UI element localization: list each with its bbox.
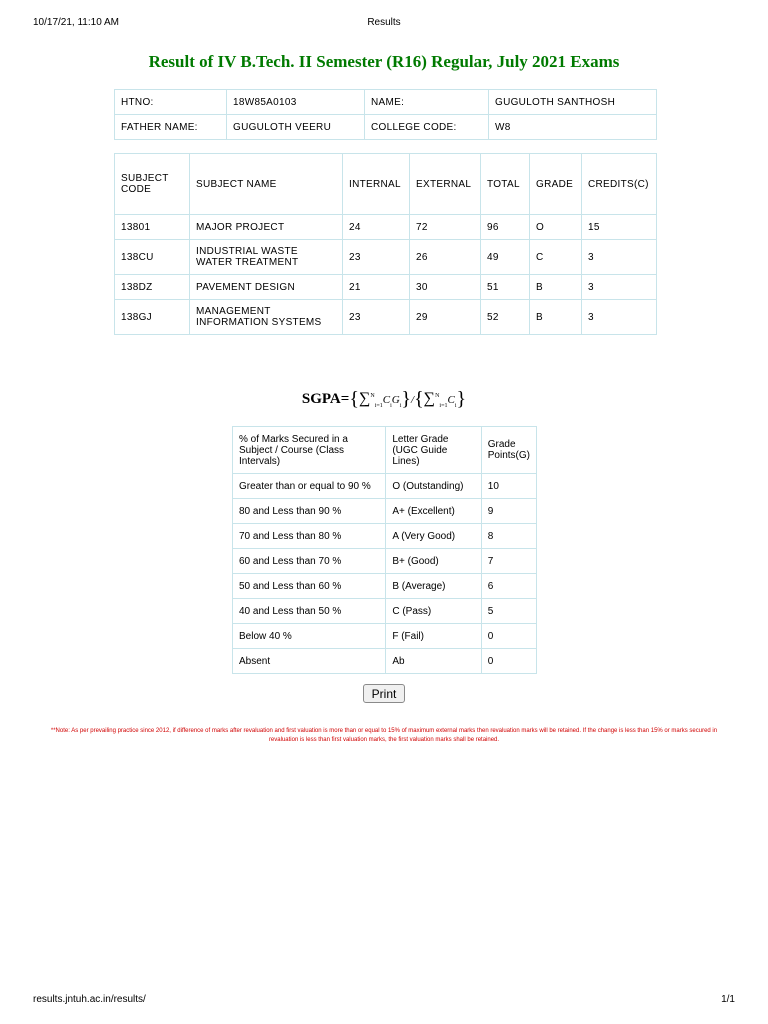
subject-code: 138CU (115, 240, 190, 275)
formula-sub: i=1 (374, 403, 383, 409)
total-marks: 96 (481, 215, 530, 240)
subject-row (115, 300, 657, 335)
total-marks: 51 (481, 275, 530, 300)
credits: 3 (582, 275, 657, 300)
subject-name: INDUSTRIAL WASTE WATER TREATMENT (190, 240, 343, 275)
subject-row (115, 215, 657, 240)
internal-marks: 21 (343, 275, 410, 300)
marks-range: Below 40 % (233, 624, 386, 649)
grade-points: 0 (481, 649, 536, 674)
subject-name: MANAGEMENT INFORMATION SYSTEMS (190, 300, 343, 335)
college-code-label: COLLEGE CODE: (365, 115, 489, 140)
marks-range: 60 and Less than 70 % (233, 549, 386, 574)
formula-sup: N (435, 393, 440, 399)
internal-marks: 24 (343, 215, 410, 240)
grade-row (233, 524, 537, 549)
formula-sub: i (399, 403, 402, 409)
print-header (33, 17, 735, 31)
col-grade: GRADE (530, 154, 582, 215)
external-marks: 29 (410, 300, 481, 335)
grade: C (530, 240, 582, 275)
subject-row (115, 275, 657, 300)
grade-points: 0 (481, 624, 536, 649)
col-letter-grade: Letter Grade (UGC Guide Lines) (386, 427, 481, 474)
father-name-value: GUGULOTH VEERU (227, 115, 365, 140)
internal-marks: 23 (343, 240, 410, 275)
col-internal: INTERNAL (343, 154, 410, 215)
total-marks: 49 (481, 240, 530, 275)
grade-row (233, 474, 537, 499)
marks-range: Absent (233, 649, 386, 674)
formula-sub: i (390, 403, 392, 409)
col-grade-points: Grade Points(G) (481, 427, 536, 474)
grade-row (233, 549, 537, 574)
col-external: EXTERNAL (410, 154, 481, 215)
grade-row (233, 499, 537, 524)
print-footer (33, 994, 735, 1008)
sigma-icon: ∑ (358, 390, 371, 407)
subjects-table (114, 153, 657, 335)
letter-grade: A+ (Excellent) (386, 499, 481, 524)
formula-lhs: SGPA= (301, 391, 350, 407)
letter-grade: C (Pass) (386, 599, 481, 624)
internal-marks: 23 (343, 300, 410, 335)
external-marks: 26 (410, 240, 481, 275)
grade-row (233, 599, 537, 624)
marks-range: 70 and Less than 80 % (233, 524, 386, 549)
letter-grade: Ab (386, 649, 481, 674)
print-datetime: 10/17/21, 11:10 AM (33, 17, 119, 28)
grade-header-row (233, 427, 537, 474)
subject-name: MAJOR PROJECT (190, 215, 343, 240)
external-marks: 30 (410, 275, 481, 300)
grade-points: 6 (481, 574, 536, 599)
grade-points: 10 (481, 474, 536, 499)
marks-range: Greater than or equal to 90 % (233, 474, 386, 499)
col-marks-range: % of Marks Secured in a Subject / Course (Class Intervals) (233, 427, 386, 474)
grade-row (233, 624, 537, 649)
formula-divide: / (411, 394, 415, 406)
subject-code: 138DZ (115, 275, 190, 300)
result-title: Result of IV B.Tech. II Semester (R16) Regular, July 2021 Exams (148, 52, 620, 71)
subject-name: PAVEMENT DESIGN (190, 275, 343, 300)
formula-term: C (447, 394, 455, 406)
subject-row (115, 240, 657, 275)
sigma-icon: ∑ (423, 390, 436, 407)
htno-value: 18W85A0103 (227, 90, 365, 115)
print-page-title: Results (367, 17, 401, 28)
col-total: TOTAL (481, 154, 530, 215)
grade: O (530, 215, 582, 240)
student-info-table (114, 89, 657, 140)
col-credits: CREDITS(C) (582, 154, 657, 215)
revaluation-note: **Note: As per prevailing practice since 2012, if difference of marks after revaluation and first valuation is more than or equal to 15% of maximum external marks then revaluation marks will be retained. If the change is less than 15% or marks secured in revaluation is less than first valuation marks, the first valuation marks shall be retained. (50, 728, 718, 743)
student-info-row (115, 115, 657, 140)
grade-row (233, 649, 537, 674)
print-button[interactable]: Print (363, 684, 405, 703)
student-info-row (115, 90, 657, 115)
col-subject-name: SUBJECT NAME (190, 154, 343, 215)
credits: 3 (582, 240, 657, 275)
formula-term: G (391, 394, 400, 406)
college-code-value: W8 (489, 115, 657, 140)
formula-sub: i=1 (439, 403, 448, 409)
htno-label: HTNO: (115, 90, 227, 115)
formula-sup: N (370, 393, 375, 399)
formula-term: C (382, 394, 391, 406)
grade-scale-table (232, 426, 537, 674)
grade-row (233, 574, 537, 599)
subject-code: 138GJ (115, 300, 190, 335)
letter-grade: B (Average) (386, 574, 481, 599)
letter-grade: B+ (Good) (386, 549, 481, 574)
grade-points: 8 (481, 524, 536, 549)
col-subject-code: SUBJECT CODE (115, 154, 190, 215)
grade: B (530, 275, 582, 300)
marks-range: 50 and Less than 60 % (233, 574, 386, 599)
grade-points: 9 (481, 499, 536, 524)
formula-sub: i (454, 403, 457, 409)
external-marks: 72 (410, 215, 481, 240)
letter-grade: F (Fail) (386, 624, 481, 649)
credits: 15 (582, 215, 657, 240)
grade: B (530, 300, 582, 335)
page-url: results.jntuh.ac.in/results/ (33, 994, 146, 1005)
marks-range: 40 and Less than 50 % (233, 599, 386, 624)
page-number: 1/1 (721, 994, 735, 1005)
marks-range: 80 and Less than 90 % (233, 499, 386, 524)
total-marks: 52 (481, 300, 530, 335)
father-name-label: FATHER NAME: (115, 115, 227, 140)
credits: 3 (582, 300, 657, 335)
grade-points: 5 (481, 599, 536, 624)
subject-code: 13801 (115, 215, 190, 240)
grade-points: 7 (481, 549, 536, 574)
letter-grade: A (Very Good) (386, 524, 481, 549)
letter-grade: O (Outstanding) (386, 474, 481, 499)
name-value: GUGULOTH SANTHOSH (489, 90, 657, 115)
name-label: NAME: (365, 90, 489, 115)
sgpa-formula: $SGPA=\{\sum^N_{i=1}C_iG_i\}/\{\sum^N_{i=1}C_i\}$ (301, 388, 467, 410)
subjects-header-row (115, 154, 657, 215)
